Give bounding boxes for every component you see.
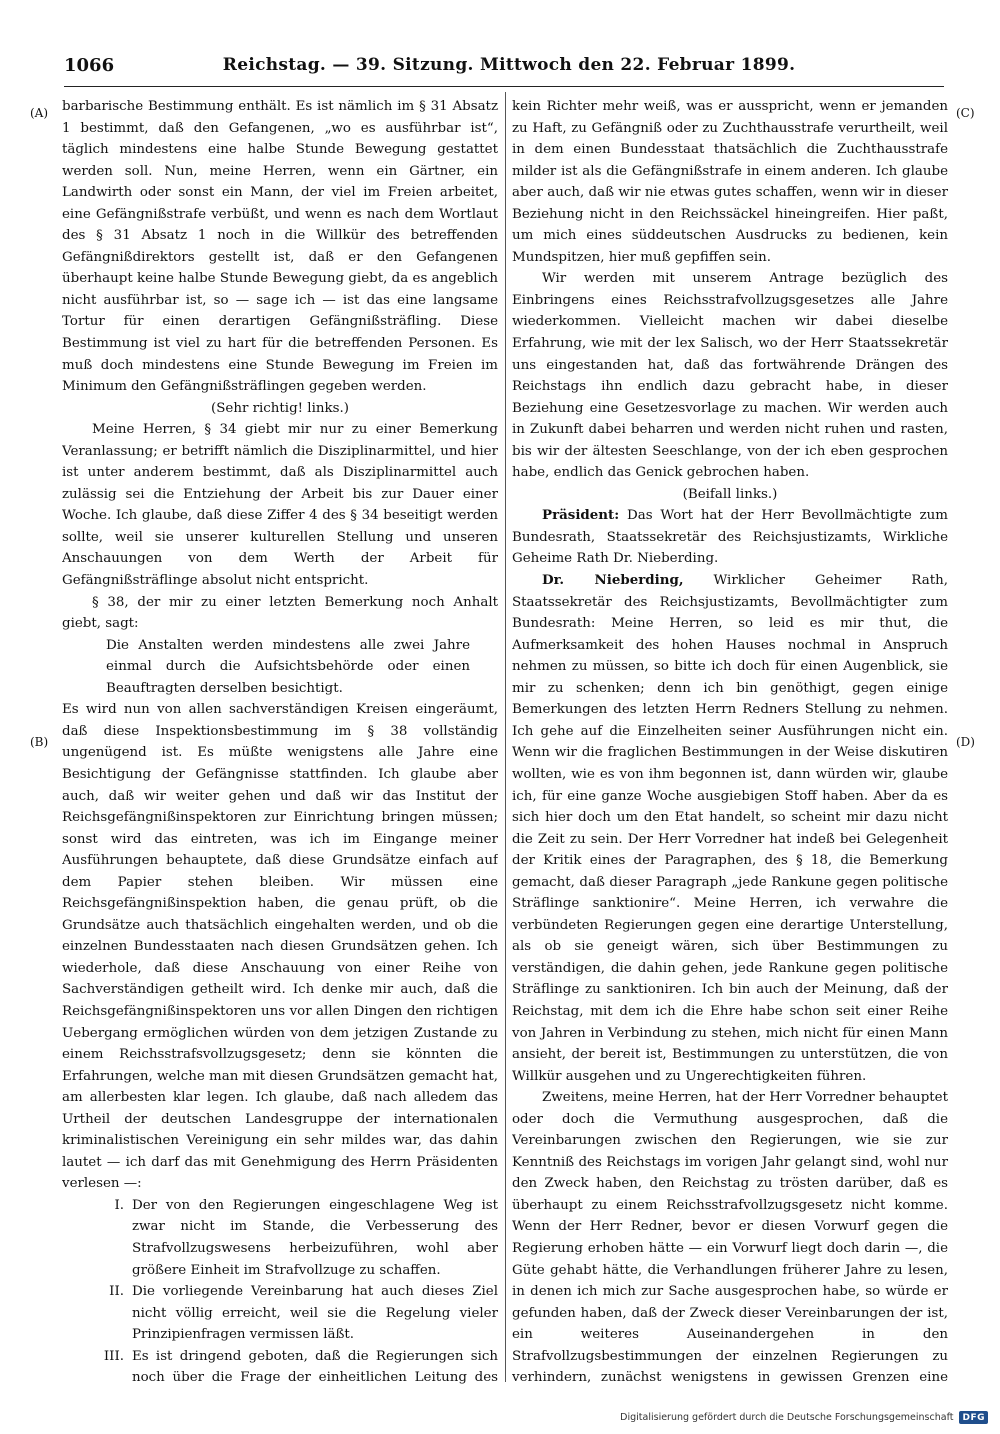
list-text: Die vorliegende Vereinbarung hat auch dieses Ziel nicht völlig erreicht, weil sie die Regelung vieler Prinzipienfragen vermissen läßt. <box>132 1284 498 1343</box>
right-interjection: (Beifall links.) <box>682 486 778 502</box>
speaker-president: Präsident: <box>542 507 620 524</box>
right-paragraph-2: Wir werden mit unserem Antrage bezüglich des Einbringens eines Reichsstrafvollzugsgesetzes alle Jahre wiederkommen. Vielleicht machen wir dabei dieselbe Erfahrung, wie mit der lex Salisch, wo der Herr Staatssekretär uns eingestanden hat, daß das fortwährende Drängen des Reichstags ihn endlich dazu gebracht habe, in dieser Beziehung eine Gesetzesvorlage zu machen. Wir werden auch in Zukunft dabei beharren und werden nicht ruhen und rasten, bis wir der ältesten Seeschlange, von der ich eben gesprochen habe, endlich das Genick gebrochen haben. <box>512 271 948 481</box>
list-number: II. <box>109 1284 124 1300</box>
footer-credit: Digitalisierung gefördert durch die Deutsche Forschungsgemeinschaft <box>620 1412 954 1423</box>
left-paragraph-6: Es wird nun von allen sachverständigen Kreisen eingeräumt, daß diese Inspektionsbestimmung im § 38 vollständig ungenügend ist. Es müßte wenigstens alle Jahre eine Besichtigung der Gefängnisse stattfinden. Ich glaube aber auch, daß wir weiter gehen und daß wir das Institut der Reichsgefängnißinspektoren zur Einrichtung bringen müssen; sonst wird das eintreten, was ich im Eingange meiner Ausführungen behauptete, daß diese Grundsätze einfach auf dem Papier stehen bleiben. Wir müssen eine Reichsgefängnißinspektion haben, die genau prüft, ob die Grundsätze auch thatsächlich eingehalten werden, und ob die einzelnen Bundesstaaten nach diesen Grundsätzen gehen. Ich wiederhole, daß diese Anschauung von einer Reihe von Sachverständigen getheilt wird. Ich denke mir auch, daß die Reichsgefängnißinspektoren uns vor allen Dingen den richtigen Uebergang ermöglichen würden von dem jetzigen Zustande zu einem Reichsstrafsvollzugsgesetz; denn sie könnten die Erfahrungen, welche man mit diesen Grundsätzen gemacht hat, am allerbesten klar legen. Ich glaube, daß nach alledem das Urtheil der deutschen Landesgruppe der internationalen kriminalistischen Vereinigung ein sehr mildes war, das dahin lautet — ich darf das mit Genehmigung des Herrn Präsidenten verlesen —: <box>62 702 498 1192</box>
left-column <box>62 96 498 1386</box>
column-divider <box>505 92 506 1382</box>
margin-mark-d: (D) <box>956 735 975 749</box>
president-text: Das Wort hat der Herr Bevollmächtigte zum Bundesrath, Staatssekretär des Reichsjustizamts, Wirkliche Geheime Rath Dr. Nieberding. <box>512 508 948 567</box>
left-paragraph-3: Meine Herren, § 34 giebt mir nur zu einer Bemerkung Veranlassung; er betrifft nämlich die Disziplinarmittel, und hier ist unter anderem bestimmt, daß als Disziplinarmittel auch zulässig sei die Entziehung der Arbeit bis zur Dauer einer Woche. Ich glaube, daß diese Ziffer 4 des § 34 beseitigt werden sollte, weil sie unserer kulturellen Stellung und unseren Anschauungen von dem Werth der Arbeit für Gefängnißsträflinge absolut nicht entspricht. <box>62 422 498 589</box>
header-rule <box>64 86 944 87</box>
list-text: Der von den Regierungen eingeschlagene Weg ist zwar nicht im Stande, die Verbesserung des Strafvollzugswesens herbeizuführen, wohl aber größere Einheit im Strafvollzuge zu schaffen. <box>132 1197 498 1278</box>
right-paragraph-1: kein Richter mehr weiß, was er ausspricht, wenn er jemanden zu Haft, zu Gefängniß oder zu Zuchthausstrafe verurtheilt, weil in dem einen Bundesstaat thatsächlich die Zuchthausstrafe milder ist als die Gefängnißstrafe in einem anderen. Ich glaube aber auch, daß wir nie etwas gutes schaffen, wenn wir in dieser Beziehung nicht in den Reichssäckel hineingreifen. Hier paßt, um mich eines süddeutschen Ausdrucks zu bedienen, kein Mundspitzen, hier muß gepfiffen sein. <box>512 99 948 265</box>
left-quote: Die Anstalten werden mindestens alle zwei Jahre einmal durch die Aufsichtsbehörde oder einen Beauftragten derselben besichtigt. <box>106 637 470 696</box>
margin-mark-c: (C) <box>956 106 975 120</box>
right-paragraph-6: Zweitens, meine Herren, hat der Herr Vorredner behauptet oder doch die Vermuthung ausgesprochen, daß die Vereinbarungen zwischen den Regierungen, wie sie zur Kenntniß des Reichstags im vorigen Jahr gelangt sind, wohl nur den Zweck haben, den Reichstag zu trösten darüber, daß es überhaupt zu einem Reichsstrafvollzugsgesetz nicht komme. Wenn der Herr Redner, bevor er diesen Vorwurf gegen die Regierung erhoben hätte — ein Vorwurf liegt doch darin —, die Güte gehabt hätte, die Verhandlungen früherer Jahre zu lesen, in denen ich mich zur Sache ausgesprochen habe, so würde er gefunden haben, daß der Zweck dieser Vereinbarungen der ist, ein weiteres Auseinandergehen in den Strafvollzugsbestimmungen der einzelnen Regierungen zu verhindern, zunächst wenigstens in gewissen Grenzen eine <box>512 1090 948 1386</box>
left-interjection: (Sehr richtig! links.) <box>211 400 349 416</box>
left-paragraph-4: § 38, der mir zu einer letzten Bemerkung noch Anhalt giebt, sagt: <box>62 594 498 632</box>
list-item <box>62 1346 498 1386</box>
list-number: I. <box>114 1197 124 1213</box>
left-paragraph-1: barbarische Bestimmung enthält. Es ist nämlich im § 31 Absatz 1 bestimmt, daß den Gefangenen, „wo es ausführbar ist“, täglich mindestens eine halbe Stunde Bewegung gestattet werden soll. Nun, meine Herren, wenn ein Gärtner, ein Landwirth oder sonst ein Mann, der viel im Freien arbeitet, eine Gefängnißstrafe verbüßt, und wenn es nach dem Wortlaut des § 31 Absatz 1 noch in die Willkür des betreffenden Gefängnißdirektors gestellt ist, daß er den Gefangenen überhaupt keine halbe Stunde Bewegung giebt, da es angeblich nicht ausführbar ist, so — sage ich — ist das eine langsame Tortur für einen derartigen Gefängnißsträfling. Diese Bestimmung ist viel zu hart für die betreffenden Personen. Es muß doch mindestens eine Stunde Bewegung im Freien im Minimum den Gefängnißsträflingen gegeben werden. <box>62 99 498 395</box>
list-item <box>62 1281 498 1346</box>
dfg-logo: DFG <box>959 1411 988 1424</box>
page-header <box>64 52 944 78</box>
resolution-list <box>62 1195 498 1386</box>
right-column <box>512 96 948 1386</box>
page-number: 1066 <box>64 54 115 76</box>
speaker-nieberding: Dr. Nieberding, <box>542 572 684 589</box>
list-item <box>62 1195 498 1281</box>
president-statement <box>512 505 948 570</box>
nieberding-text: Wirklicher Geheimer Rath, Staatssekretär des Reichsjustizamts, Bevollmächtigter zum Bundesrath: Meine Herren, so leid es mir thut, die Aufmerksamkeit des hohen Hauses nochmal in Anspruch nehmen zu müssen, so bitte ich doch für einen Augenblick, sie mir zu schenken; denn ich bin genöthigt, gegen einige Bemerkungen des letzten Herrn Redners Stellung zu nehmen. Ich gehe auf die Einzelheiten seiner Ausführungen nicht ein. Wenn wir die fraglichen Bestimmungen in der Weise diskutiren wollten, wie es von ihm begonnen ist, dann würden wir, glaube ich, für eine ganze Woche ausgiebigen Stoff haben. Aber da es sich hier doch um den Etat handelt, so scheint mir dazu nicht die Zeit zu sein. Der Herr Vorredner hat indeß bei Gelegenheit der Kritik eines der Paragraphen, des § 18, die Bemerkung gemacht, daß dieser Paragraph „jede Rankune gegen politische Sträflinge sanktionire“. Meine Herren, ich verwahre die verbündeten Regierungen gegen eine derartige Unterstellung, als ob sie geneigt wären, sich über Bestimmungen zu verständigen, die dahin gehen, jede Rankune gegen politische Sträflinge zu sanktioniren. Ich bin auch der Meinung, daß der Reichstag, mit dem ich die Ehre habe schon seit einer Reihe von Jahren in Verbindung zu stehen, mich nicht für einen Mann ansieht, der bereit ist, Bestimmungen zu unterstützen, die von Willkür ausgehen und zu Ungerechtigkeiten führen. <box>512 573 948 1084</box>
footer <box>620 1411 988 1424</box>
margin-mark-b: (B) <box>30 735 49 749</box>
nieberding-statement <box>512 570 948 1087</box>
margin-mark-a: (A) <box>30 106 49 120</box>
list-text: Es ist dringend geboten, daß die Regierungen sich noch über die Frage der einheitlichen Leitung des <box>132 1348 498 1386</box>
running-title: Reichstag. — 39. Sitzung. Mittwoch den 22. Februar 1899. <box>222 55 796 75</box>
list-number: III. <box>103 1348 124 1364</box>
